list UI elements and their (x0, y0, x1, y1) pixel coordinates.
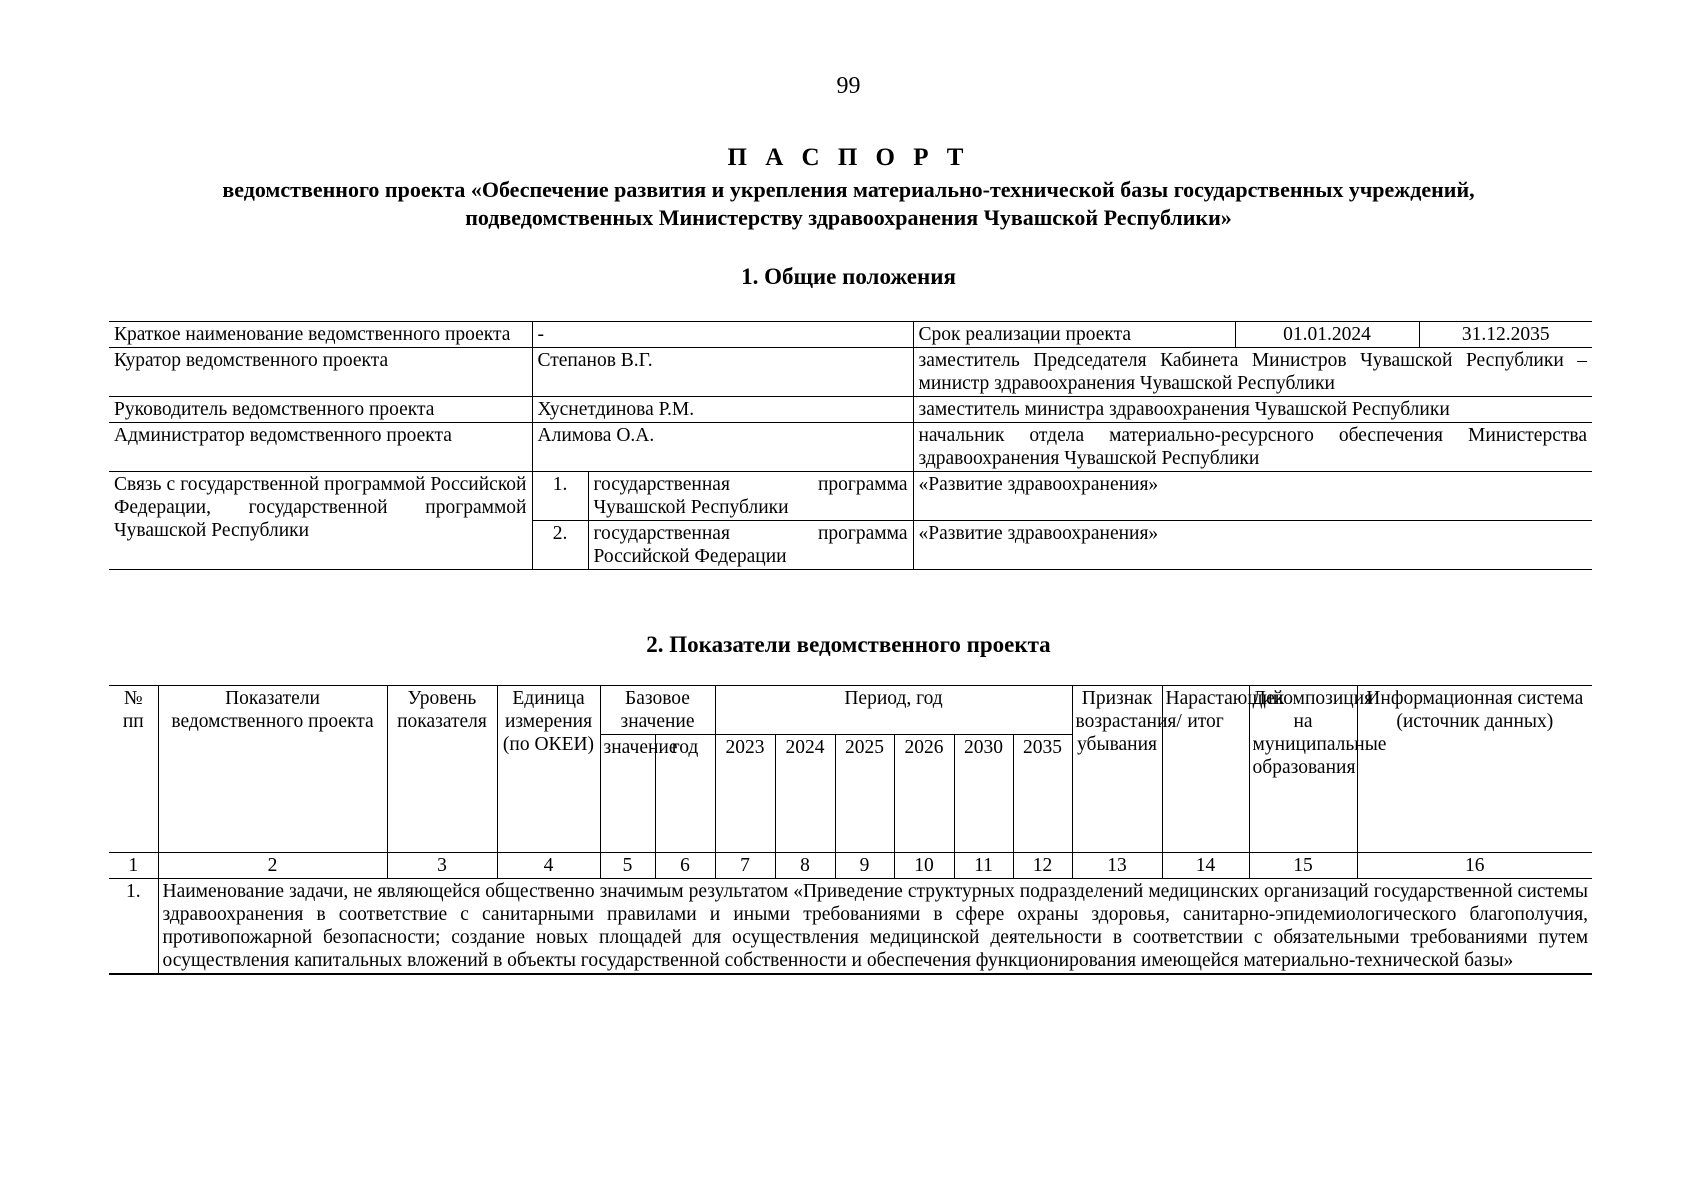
header-num: № пп (109, 686, 158, 853)
header-year: 2030 (954, 735, 1013, 853)
header-year: 2035 (1013, 735, 1072, 853)
column-number: 5 (600, 853, 655, 879)
short-name-row (109, 322, 1592, 348)
short-name-value: - (532, 322, 913, 348)
column-number: 6 (655, 853, 715, 879)
program-link-type: государственная программа Российской Федерации (588, 521, 913, 570)
column-number: 4 (497, 853, 600, 879)
header-cumulative: Нарастающий итог (1162, 686, 1249, 853)
program-link-name: «Развитие здравоохранения» (913, 521, 1592, 570)
page-number: 99 (836, 73, 861, 99)
program-link-row (109, 472, 1592, 521)
admin-label: Администратор ведомственного проекта (109, 423, 532, 472)
curator-position: заместитель Председателя Кабинета Министров Чувашской Республики – министр здравоохранения Чувашской Республики (913, 348, 1592, 397)
curator-name: Степанов В.Г. (532, 348, 913, 397)
column-number: 10 (894, 853, 954, 879)
program-link-num: 2. (532, 521, 588, 570)
column-number: 16 (1357, 853, 1592, 879)
indicators-table (109, 685, 1592, 975)
header-sign: Признак возрастания/ убывания (1072, 686, 1162, 853)
column-number: 3 (387, 853, 497, 879)
short-name-label: Краткое наименование ведомственного проекта (109, 322, 532, 348)
header-year: 2026 (894, 735, 954, 853)
column-number: 13 (1072, 853, 1162, 879)
program-link-num: 1. (532, 472, 588, 521)
column-number: 14 (1162, 853, 1249, 879)
header-decomposition: Декомпозиция на муниципальные образования (1249, 686, 1357, 853)
task-row (109, 879, 1592, 975)
program-link-type: государственная программа Чувашской Республики (588, 472, 913, 521)
curator-label: Куратор ведомственного проекта (109, 348, 532, 397)
head-row (109, 397, 1592, 423)
header-year: 2023 (715, 735, 775, 853)
curator-row (109, 348, 1592, 397)
header-base-year: год (655, 735, 715, 853)
document-subtitle: ведомственного проекта «Обеспечение развития и укрепления материально-технической базы государственных учреждений, подведомственных Министерству здравоохранения Чувашской Республики» (222, 177, 1475, 230)
admin-row (109, 423, 1592, 472)
header-info-system: Информационная система (источник данных) (1357, 686, 1592, 853)
header-year: 2024 (775, 735, 835, 853)
header-row (109, 686, 1592, 735)
section1-heading: 1. Общие положения (741, 264, 956, 289)
task-num: 1. (109, 879, 158, 975)
term-end: 31.12.2035 (1419, 322, 1592, 348)
header-period: Период, год (715, 686, 1072, 735)
header-unit: Единица измерения (по ОКЕИ) (497, 686, 600, 853)
section2-heading: 2. Показатели ведомственного проекта (646, 632, 1051, 657)
column-number: 7 (715, 853, 775, 879)
header-base: Базовое значение (600, 686, 715, 735)
head-label: Руководитель ведомственного проекта (109, 397, 532, 423)
term-start: 01.01.2024 (1235, 322, 1419, 348)
document-title: П А С П О Р Т (727, 144, 970, 171)
column-numbers-row (109, 853, 1592, 879)
column-number: 1 (109, 853, 158, 879)
column-number: 15 (1249, 853, 1357, 879)
term-label: Срок реализации проекта (913, 322, 1235, 348)
header-year: 2025 (835, 735, 894, 853)
column-number: 11 (954, 853, 1013, 879)
program-link-name: «Развитие здравоохранения» (913, 472, 1592, 521)
column-number: 9 (835, 853, 894, 879)
header-indicator: Показатели ведомственного проекта (158, 686, 387, 853)
column-number: 2 (158, 853, 387, 879)
head-name: Хуснетдинова Р.М. (532, 397, 913, 423)
admin-name: Алимова О.А. (532, 423, 913, 472)
admin-position: начальник отдела материально-ресурсного обеспечения Министерства здравоохранения Чувашской Республики (913, 423, 1592, 472)
task-text: Наименование задачи, не являющейся общественно значимым результатом «Приведение структурных подразделений медицинских организаций государственной системы здравоохранения в соответствие с санитарными правилами и иными требованиями в сфере охраны здоровья, санитарно-эпидемиологического благополучия, противопожарной безопасности; создание новых площадей для осуществления медицинской деятельности в соответствии с обязательными требованиями путем осуществления капитальных вложений в объекты государственной собственности и обеспечения функционирования имеющейся материально-технической базы» (158, 879, 1592, 975)
program-link-label: Связь с государственной программой Российской Федерации, государственной программой Чувашской Республики (109, 472, 532, 570)
header-level: Уровень показателя (387, 686, 497, 853)
general-provisions-table (109, 321, 1592, 570)
header-base-value: значение (600, 735, 655, 853)
head-position: заместитель министра здравоохранения Чувашской Республики (913, 397, 1592, 423)
column-number: 12 (1013, 853, 1072, 879)
column-number: 8 (775, 853, 835, 879)
